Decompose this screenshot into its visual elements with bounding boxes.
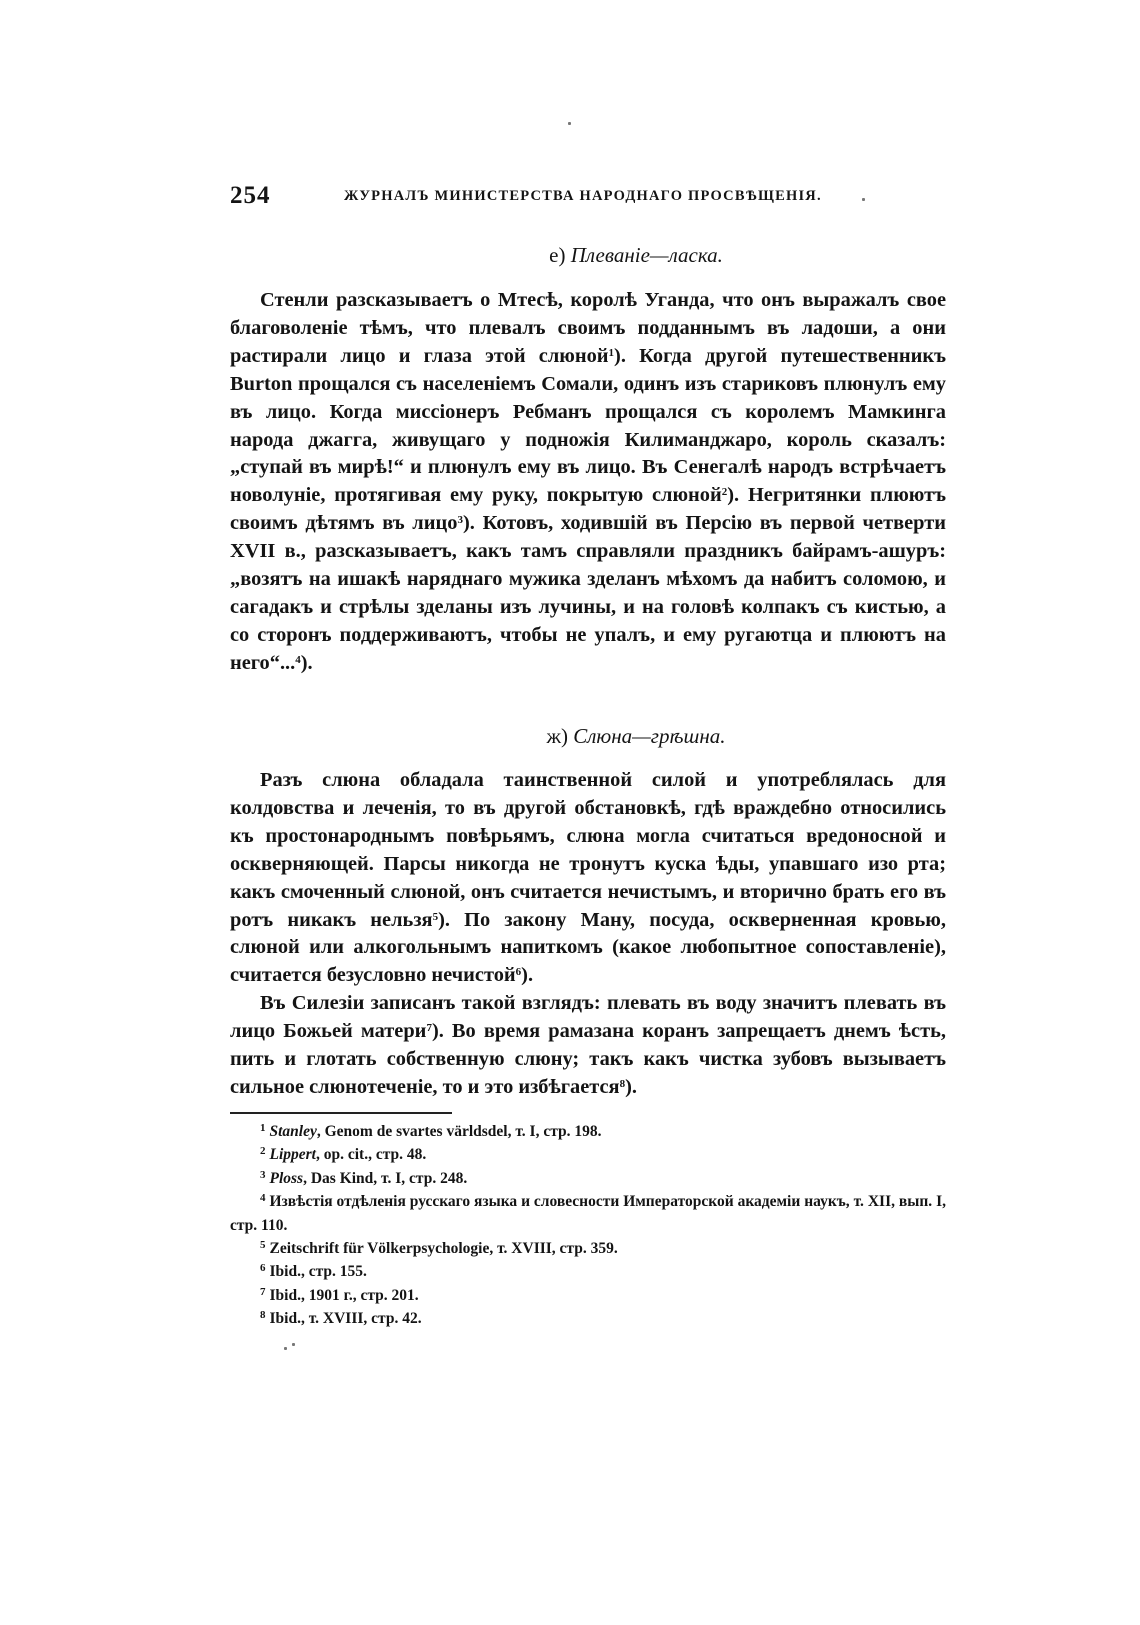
footnote-text: Ibid., т. XVIII, стр. 42. bbox=[269, 1310, 422, 1328]
scan-speck bbox=[284, 1347, 287, 1350]
footnote-author: Ploss bbox=[269, 1169, 304, 1187]
footnote-marker: 6 bbox=[260, 1262, 266, 1275]
footnotes bbox=[230, 1120, 946, 1331]
footnote-ref-3[interactable]: 3 bbox=[457, 514, 463, 527]
paragraph-2-text-c: ). bbox=[521, 964, 534, 987]
section-e bbox=[230, 243, 946, 268]
footnote-ref-8[interactable]: 8 bbox=[619, 1077, 626, 1090]
footnote-text: , op. cit., стр. 48. bbox=[316, 1146, 427, 1164]
page-number: 254 bbox=[230, 182, 271, 209]
footnote-rule bbox=[230, 1112, 452, 1114]
footnote-2 bbox=[230, 1143, 946, 1166]
paragraph-3 bbox=[230, 990, 946, 1102]
footnote-marker: 2 bbox=[260, 1145, 266, 1158]
section-zh-heading bbox=[230, 724, 946, 749]
footnote-author: Stanley bbox=[269, 1123, 317, 1140]
footnote-7 bbox=[230, 1284, 946, 1307]
section-zh-title: Слюна—грѣшна. bbox=[573, 724, 726, 748]
footnote-text: Извѣстія отдѣленія русскаго языка и словесности Императорской академіи наукъ, т. XII, вып. I, стр. 110. bbox=[230, 1193, 946, 1234]
footnote-text: Zeitschrift für Völkerpsychologie, т. XVIII, стр. 359. bbox=[269, 1240, 618, 1258]
footnote-ref-4[interactable]: 4 bbox=[295, 653, 301, 666]
footnote-marker: 7 bbox=[260, 1285, 266, 1298]
section-e-heading bbox=[230, 243, 946, 268]
footnote-author: Lippert bbox=[269, 1146, 316, 1164]
paragraph-1-text-b: ). Когда другой путешественникъ Burton прощался съ населеніемъ Сомали, одинъ изъ стариковъ плюнулъ ему въ лицо. Когда миссіонеръ Ребманъ прощался съ королемъ Мамкинга народа джагга, живущаго у подножія Килиманджаро, король сказалъ: „ступай въ мирѣ!“ и плюнулъ ему въ лицо. Въ Сенегалѣ народъ встрѣчаетъ новолуніе, протягивая ему руку, покрытую слюной bbox=[230, 344, 946, 507]
footnote-marker: 8 bbox=[260, 1309, 266, 1322]
journal-title: ЖУРНАЛЪ МИНИСТЕРСТВА НАРОДНАГО ПРОСВѢЩЕНІЯ. bbox=[344, 188, 822, 204]
footnote-ref-1[interactable]: 1 bbox=[608, 346, 615, 359]
footnote-1 bbox=[230, 1120, 946, 1143]
footnote-ref-5[interactable]: 5 bbox=[432, 910, 439, 923]
footnote-4 bbox=[230, 1190, 946, 1237]
footnote-3 bbox=[230, 1167, 946, 1190]
footnote-ref-7[interactable]: 7 bbox=[426, 1022, 432, 1035]
paragraph-1-text-c: ). Негритянки плюютъ своимъ дѣтямъ въ лицо bbox=[230, 484, 946, 535]
footnote-ref-2[interactable]: 2 bbox=[721, 486, 728, 499]
section-zh-label: ж) bbox=[546, 724, 568, 748]
footnote-text: , Das Kind, т. I, стр. 248. bbox=[303, 1169, 468, 1187]
footnote-text: , Genom de svartes världsdel, т. I, стр. 198. bbox=[316, 1123, 602, 1140]
paragraph-1-text-a: Стенли разсказываетъ о Мтесѣ, королѣ Уганда, что онъ выражалъ свое благоволеніе тѣмъ, что плевалъ своимъ подданнымъ въ ладоши, а они растирали лицо и глаза этой слюной bbox=[230, 289, 946, 367]
paragraph-1-text-d: ). Котовъ, ходившій въ Персію въ первой четверти XVII в., разсказываетъ, какъ тамъ справляли праздникъ байрамъ-ашуръ: „возятъ на ишакѣ наряднаго мужика зделанъ мѣхомъ да набитъ соломою, и сагадакъ и стрѣлы зделаны изъ лучины, и на головѣ колпакъ съ кистью, а со сторонъ поддерживаютъ, чтобы не упалъ, и ему ругаютца и плюютъ на него“... bbox=[230, 512, 946, 674]
section-e-label: е) bbox=[549, 243, 566, 267]
paragraph-1 bbox=[230, 287, 946, 678]
running-head bbox=[230, 182, 946, 212]
footnote-ref-6[interactable]: 6 bbox=[515, 966, 522, 979]
paragraph-2 bbox=[230, 767, 946, 1102]
paragraph-2-text-b: ). По закону Ману, посуда, оскверненная кровью, слюной или алкогольнымъ напиткомъ (какое любопытное сопоставленіе), считается безусловно нечистой bbox=[230, 908, 946, 987]
footnote-5 bbox=[230, 1237, 946, 1260]
paragraph-2-text-a: Разъ слюна обладала таинственной силой и употреблялась для колдовства и леченія, то въ другой обстановкѣ, гдѣ враждебно относились къ простонароднымъ повѣрьямъ, слюна могла считаться вредоносной и оскверняющей. Парсы никогда не тронутъ куска ѣды, упавшаго изо рта; какъ смоченный слюной, онъ считается нечистымъ, и вторично брать его въ ротъ никакъ нельзя bbox=[230, 769, 946, 931]
section-e-title: Плеваніе—ласка. bbox=[570, 243, 723, 267]
footnote-text: Ibid., 1901 г., стр. 201. bbox=[269, 1286, 419, 1304]
footnote-marker: 5 bbox=[260, 1239, 266, 1252]
paragraph-3-text-a: Въ Силезіи записанъ такой взглядъ: плевать въ воду значитъ плевать въ лицо Божьей матери bbox=[230, 992, 946, 1043]
footnote-marker: 4 bbox=[260, 1192, 266, 1205]
section-zh bbox=[230, 724, 946, 749]
paragraph-1-text-e: ). bbox=[300, 651, 313, 674]
footnote-8 bbox=[230, 1307, 946, 1330]
footnote-text: Ibid., стр. 155. bbox=[269, 1263, 367, 1281]
footnote-6 bbox=[230, 1260, 946, 1283]
footnote-marker: 1 bbox=[260, 1122, 266, 1134]
scan-speck bbox=[862, 198, 865, 201]
scan-speck bbox=[292, 1343, 295, 1346]
paragraph-3-text-c: ). bbox=[625, 1075, 637, 1098]
paragraph-3-text-b: ). Во время рамазана коранъ запрещаетъ днемъ ѣсть, пить и глотать собственную слюну; такъ какъ чистка зубовъ вызываетъ сильное слюнотеченіе, то и это избѣгается bbox=[230, 1020, 946, 1098]
footnote-marker: 3 bbox=[260, 1168, 266, 1181]
scan-speck bbox=[568, 122, 571, 125]
